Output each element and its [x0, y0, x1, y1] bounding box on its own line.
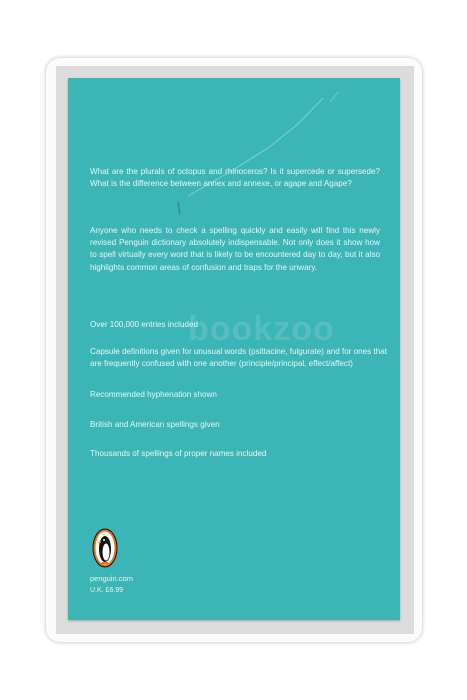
- blurb-paragraph-1: What are the plurals of octopus and rhinoceros? Is it supercede or supersede? What is the difference between annex and annexe, or agape and Agape?: [90, 167, 380, 189]
- penguin-logo-icon: [92, 528, 118, 568]
- publisher-site: penguin.com: [90, 574, 133, 583]
- price: U.K. £6.99: [90, 587, 124, 594]
- feature-item: British and American spellings given: [90, 419, 220, 429]
- feature-item: Over 100,000 entries included: [90, 320, 198, 329]
- blurb-paragraph-2: Anyone who needs to check a spelling quickly and easily will find this newly revised Penguin dictionary absolutely indispensable. Not only does it show how to spell virtually every word that is likely to be encountered day to day, but it also highlights common areas of confusion and traps for the unwary.: [90, 226, 380, 272]
- feature-item: Thousands of spellings of proper names included: [90, 449, 267, 459]
- feature-item: Capsule definitions given for unusual words (psittacine, fulgurate) and for ones that are frequently confused with one another (principle/principal, effect/affect): [90, 347, 387, 369]
- book-back-cover: [68, 78, 400, 620]
- feature-item: Recommended hyphenation shown: [90, 389, 217, 399]
- watermark: bookzoo: [188, 310, 335, 348]
